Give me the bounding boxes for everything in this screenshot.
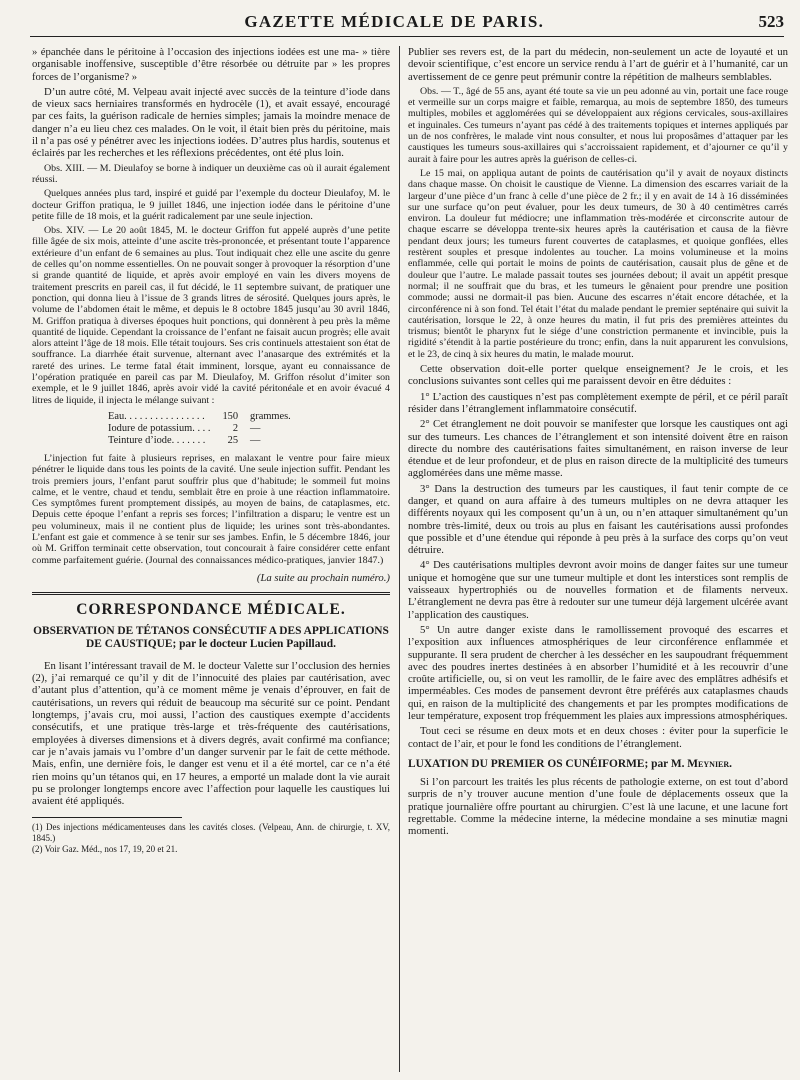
recipe-row <box>102 423 297 435</box>
section-title: CORRESPONDANCE MÉDICALE. <box>76 600 346 618</box>
left-column <box>32 46 390 1074</box>
article-heading-text: LUXATION DU PREMIER OS CUNÉIFORME; par <box>408 757 668 770</box>
ingredient: Iodure de potassium. . . . <box>108 422 211 434</box>
paragraph: Quelques années plus tard, inspiré et guidé par l’exemple du docteur Dieulafoy, M. le docteur Griffon pratiqua, le 9 juillet 1846, une injection iodée dans le péritoine d’une petite fille de 18 mois, et la guérit radicalement par une seule injection. <box>32 188 390 222</box>
page-number: 523 <box>758 12 784 31</box>
paragraph: En lisant l’intéressant travail de M. le docteur Valette sur l’occlusion des hernies (2), j’ai remarqué ce qu’il y dit de l’innocuité des plaies par cautérisation, avec d’autant plus d’attention, qu’à ce moment même je venais d’éprouver, en fait de cautérisations, un revers qui réduit de beaucoup ma sécurité sur ce point. Pendant longtemps, j’avais cru, moi aussi, l’action des caustiques exempte d’accidents consécutifs, et une pratique très-large et très-fréquente des cautérisations, employées à diverses dimensions et à divers degrés, avait confirmé ma confiance; car je n’avais jamais vu l’ombre d’un danger survenir par le fait de cette méthode. Mais, enfin, une dernière fois, le danger est venu et il a été mortel, car ce n’a été rien moins qu’un tétanos qui, en 17 heures, a emporté un malade dont la vie aurait pu se prolonger longtemps encore avec l’affection pour laquelle les caustiques lui avaient été appliqués. <box>32 659 390 808</box>
paragraph: Tout ceci se résume en deux mots et en deux choses : éviter pour la superficie le contact de l’air, et pour le fond les conditions de l’étranglement. <box>408 725 788 750</box>
page-header <box>30 12 784 37</box>
recipe-row <box>102 411 297 423</box>
quantity: 150 <box>222 410 239 422</box>
article-heading <box>408 758 788 770</box>
continuation-note: (La suite au prochain numéro.) <box>256 571 390 584</box>
footnote-rule <box>32 817 182 818</box>
conclusion-item: 3° Dans la destruction des tumeurs par les caustiques, il faut tenir compte de ce danger, et quand on aura affaire à des tumeurs multiples on ne devra attaquer les différents noyaux qui les composent qu’un à un, ou n’en attaquer simultanément qu’un nombre très-limité, deux ou trois au plus en faisant les cautérisations aussi profondes que possible et d’une étendue qui réponde à peu près à la surface des corps qu’on veut détruire. <box>408 482 788 557</box>
right-column <box>408 46 788 1074</box>
unit: grammes. <box>250 410 291 422</box>
conclusion-item: 1° L’action des caustiques n’est pas complètement exempte de péril, et ce péril paraît résider dans l’étranglement inflammatoire consécutif. <box>408 390 788 415</box>
paragraph: Cette observation doit-elle porter quelque enseignement? Je le crois, et les conclusions suivantes sont celles qui me paraissent devoir en être déduites : <box>408 363 788 388</box>
ingredient: Teinture d’iode. . . . . . . <box>108 434 206 446</box>
section-divider <box>32 592 390 595</box>
paragraph: Si l’on parcourt les traités les plus récents de pathologie externe, on est tout d’abord surpris de n’y trouver aucune mention d’une foule de déplacements osseux que la pratique journalière offre pourtant au chirurgien. C’est là une lacune, et une lacune fort regrettable. Comme la médecine interne, la médecine mondaine a ses minutiæ magni momenti. <box>408 775 788 838</box>
conclusion-item: 4° Des cautérisations multiples devront avoir moins de danger faites sur une tumeur unique et homogène que sur une tumeur multiple et dont les interstices sont remplis de vaisseaux hypertrophiés ou de nouvelles formation et de filaments nerveux. L’étranglement ne devra pas être à redouter sur une tumeur déjà largement ulcérée avant l’application des caustiques. <box>408 559 788 621</box>
paragraph: D’un autre côté, M. Velpeau avait injecté avec succès de la teinture d’iode dans de vieux sacs herniaires transformés en hydrocèle (1), et avait essayé, encouragé par ces faits, la guérison radicale de hernies simples; jamais la moindre menace de danger n’a eu lieu chez ces malades. On le voit, il était bien près du péritoine, mais il n’a pas osé y pénétrer avec les injections iodées. D’autres plus hardis, soutenus et éclairés par les recherches et les réflexions précédentes, ont été plus loin. <box>32 85 390 160</box>
quantity: 25 <box>227 434 239 446</box>
ingredient: Eau. . . . . . . . . . . . . . . . <box>108 410 205 422</box>
conclusion-item: 5° Un autre danger existe dans le ramollissement provoqué des escarres et l’exposition aux influences atmosphériques de leur circonférence enflammée et suppurante. Il sera prudent de chercher à les dessécher en les saupoudrant fréquemment avec des poudres inertes destinées à en absorber l’humidité et à les recouvrir d’une croûte artificielle, ou, si on veut les ramollir, de le faire avec des emplâtres adhésifs et imperméables. Ces modes de pansement devront être préférés aux cataplasmes chauds qui, en raison de la multiplicité des changements et par les promptes modifications de leur température, exposent trop fréquemment les plaies aux impressions atmosphériques. <box>408 623 788 723</box>
paragraph: Le 15 mai, on appliqua autant de points de cautérisation qu’il y avait de noyaux distincts dans chaque masse. On choisit le caustique de Vienne. La dimension des escarres variait de la largeur d’une pièce d’un franc à celle d’une pièce de 2 fr.; il y en avait de 14 à 16 disséminées sur une surface qu’on peut évaluer, pour les deux tumeurs, de 30 à 40 centimètres carrés environ. La douleur fut médiocre; une inflammation très-modérée et circonscrite autour de chaque escarre se développa trente-six heures après la cautérisation et causa de la fièvre pendant deux jours; les tumeurs furent couvertes de cataplasmes, et quoique gonflées, elles restèrent souples et presque indolentes au toucher. La moins volumineuse et la moins enflammée, celle qui portait le moins de points de cautérisation, causait plus de gêne et de douleur que l’autre. Le malade passait toutes ses journées debout; il avait un appétit presque normal; il ne souffrait que du bras, et les tumeurs le gênaient pour prendre une position commode; aussi ne dormait-il pas bien. Aucune des escarres n’était encore détachée, et la circonférence ni à son fond. Tel était l’état du malade pendant le premier septénaire qui suivit la cautérisation, lorsque le 22, à onze heures du matin, il fut pris des premières atteintes du trismus; bientôt le pharynx fut le siége d’une constriction permanente et invincible, puis la rigidité s’étendit à la partie postérieure du tronc; enfin, dans la nuit apparurent les convulsions, et le 23, de cinq à six heures du matin, le malade mourut. <box>408 167 788 360</box>
conclusion-item: 2° Cet étranglement ne doit pouvoir se manifester que lorsque les caustiques ont agi sur des tumeurs. Les chances de l’étranglement et son intensité doivent être en raison directe du nombre des cautérisations faites simultanément, en raison inverse de leur étendue et de leur profondeur, et de plus en raison directe de la multiplicité des tumeurs agglomérées dans une même masse. <box>408 418 788 480</box>
observation: Obs. — T., âgé de 55 ans, ayant été toute sa vie un peu adonné au vin, portait une face rouge et vermeille sur un corps maigre et faible, remarqua, au mois de septembre 1850, des tumeurs multiples, mobiles et agglomérées qui se développaient aux régions cervicales, sous-axillaires et inguinales. Ces tumeurs n’ayant pas cédé à des traitements topiques et internes appliqués par un de nos confrères, le malade vint nous consulter, et nous lui proposâmes d’attaquer par les caustiques les tumeurs sous-axillaires qui s’accroissaient rapidement, et d’ajourner ce qu’il y aurait à faire pour les autres après la guérison de celles-ci. <box>408 85 788 165</box>
paragraph: Publier ses revers est, de la part du médecin, non-seulement un acte de loyauté et un devoir scientifique, c’est encore un service rendu à l’art de guérir et à l’humanité, car un avertissement de ce genre peut prémunir contre la répétition de malheurs semblables. <box>408 46 788 83</box>
quantity: 2 <box>232 422 239 434</box>
unit: — <box>250 422 261 434</box>
unit: — <box>250 434 261 446</box>
running-title: GAZETTE MÉDICALE DE PARIS. <box>244 12 545 31</box>
article-heading-author: M. Meynier. <box>670 757 733 770</box>
article-title: OBSERVATION DE TÉTANOS CONSÉCUTIF A DES APPLICATIONS DE CAUSTIQUE; par le docteur Lucien Papillaud. <box>33 624 389 651</box>
footnote: (1) Des injections médicamenteuses dans les cavités closes. (Velpeau, Ann. de chirurgie, t. XV, 1845.) <box>32 822 390 843</box>
paragraph: » épanchée dans le péritoine à l’occasion des injections iodées est une ma- » tière organisable inoffensive, susceptible d’être résorbée ou détruite par » les propres forces de l’organisme? » <box>32 46 390 83</box>
observation-13: Obs. XIII. — M. Dieulafoy se borne à indiquer un deuxième cas où il aurait également réussi. <box>32 162 390 185</box>
recipe-table <box>102 411 297 447</box>
observation-14: Obs. XIV. — Le 20 août 1845, M. le docteur Griffon fut appelé auprès d’une petite fille âgée de six mois, atteinte d’une ascite très-prononcée, et présentant toute l’apparence extérieure d’un enfant de 6 semaines au plus. Tout indiquait chez elle une ascite du genre de celles qu’on nomme essentielles. On ne pouvait songer à provoquer la résorption d’une si grande quantité de liquide, et après avoir employé en vain les divers moyens de traitement prescrits en pareil cas, il fut décidé, le 11 septembre suivant, de pratiquer une ponction, qui donna lieu à l’issue de 3 grands litres de sérosité. Quelques jours après, le volume de l’abdomen était le même, et depuis le 8 octobre 1845 jusqu’au 30 avril 1846, M. Griffon pratiqua à diverses époques huit ponctions, qui donnèrent à peu près la même quantité de liquide. Cependant la croissance de l’enfant ne faisait aucun progrès; elle avait alors atteint l’âge de 18 mois. Elle tétait toujours. Ses cris continuels attestaient son état de souffrance. La diarrhée était survenue, alternant avec l’anasarque des extrémités et la rareté des urines. Le terme fatal était imminent, lorsque, ayant eu connaissance de l’opération pratiquée en pareil cas par M. Dieulafoy, M. Griffon résolut d’imiter son exemple, et le 9 juillet 1846, après avoir vidé la cavité péritonéale et en avoir évacué 4 litres de liquide, il injecta le mélange suivant : <box>32 225 390 406</box>
column-rule <box>399 46 400 1072</box>
recipe-row <box>102 435 297 447</box>
paragraph: L’injection fut faite à plusieurs reprises, en malaxant le ventre pour faire mieux pénétrer le liquide dans tous les points de la cavité. Une seule injection suffit. Pendant les trois premiers jours, l’enfant parut souffrir plus que d’habitude; le sommeil fut moins calme, et le ventre, chaud et tendu, semblait être en proie à une réaction inflammatoire. Ces symptômes furent promptement dissipés, au moyen de bains, de cataplasmes, etc. Depuis cette époque l’enfant a repris ses forces; l’infiltration a disparu; le ventre est un peu volumineux, mais il ne contient plus de liquide; les urines sont très-abondantes. L’enfant est gaie et commence à se tenir sur ses jambes. Enfin, le 5 décembre 1846, jour où M. Griffon terminait cette observation, tout concourait à faire considérer cette enfant comme parfaitement guérie. (Journal des connaissances médico-pratiques, janvier 1847.) <box>32 452 390 566</box>
footnote: (2) Voir Gaz. Méd., nos 17, 19, 20 et 21. <box>32 844 178 855</box>
